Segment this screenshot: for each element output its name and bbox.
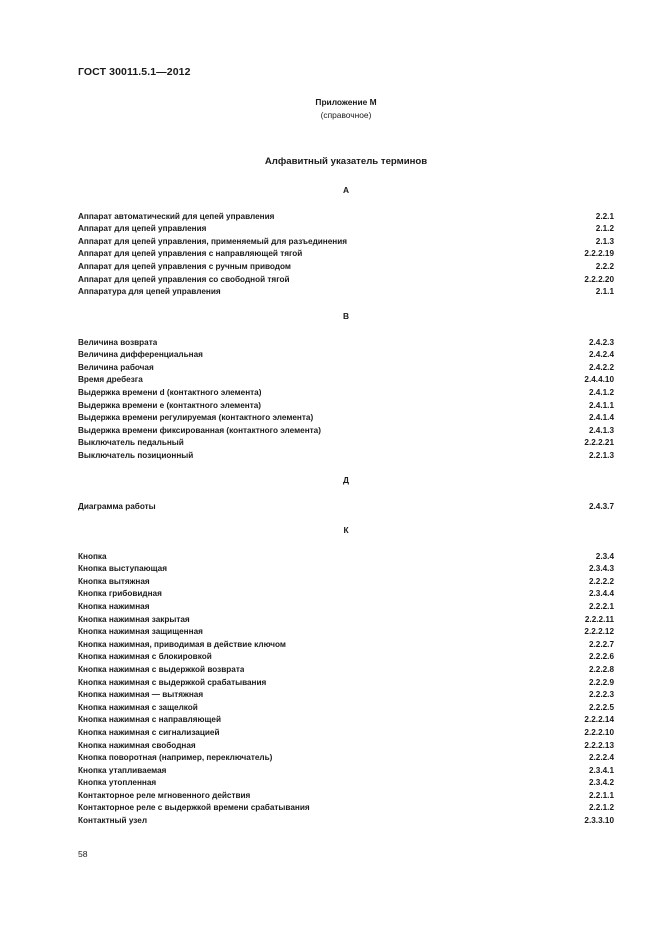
index-entry xyxy=(78,223,614,236)
document-header: ГОСТ 30011.5.1—2012 xyxy=(78,66,191,78)
annex-title: Приложение М xyxy=(315,97,377,107)
index-entry xyxy=(78,802,614,815)
annex-subtitle: (справочное) xyxy=(320,110,372,120)
index-entry xyxy=(78,563,614,576)
entry-ref: 2.4.2.2 xyxy=(588,362,614,372)
entry-ref: 2.1.3 xyxy=(595,236,614,246)
index-entry xyxy=(78,437,614,450)
entry-term: Выключатель позиционный xyxy=(78,450,194,460)
entry-ref: 2.2.1 xyxy=(595,211,614,221)
index-entry xyxy=(78,274,614,287)
entry-term: Кнопка утапливаемая xyxy=(78,765,167,775)
entry-term: Кнопка грибовидная xyxy=(78,589,162,599)
entry-ref: 2.2.2 xyxy=(595,261,614,271)
section-letter: Д xyxy=(343,475,349,485)
index-entry xyxy=(78,626,614,639)
entry-term: Кнопка нажимная с блокировкой xyxy=(78,652,212,662)
entry-ref: 2.2.2.3 xyxy=(588,690,614,700)
entry-ref: 2.3.4.3 xyxy=(588,564,614,574)
entry-term: Аппаратура для цепей управления xyxy=(78,287,221,297)
entry-list xyxy=(78,211,614,299)
entry-term: Аппарат для цепей управления с направляющей тягой xyxy=(78,249,303,259)
entry-term: Кнопка нажимная с защелкой xyxy=(78,702,198,712)
entry-ref: 2.2.2.9 xyxy=(588,677,614,687)
index-entry xyxy=(78,601,614,614)
entry-ref: 2.2.2.7 xyxy=(588,639,614,649)
entry-term: Кнопка xyxy=(78,551,107,561)
entry-term: Кнопка нажимная защищенная xyxy=(78,627,203,637)
index-section-v xyxy=(78,310,614,463)
index-entry xyxy=(78,727,614,740)
index-entry xyxy=(78,374,614,387)
entry-ref: 2.2.2.8 xyxy=(588,664,614,674)
section-letter: К xyxy=(343,525,349,535)
entry-term: Выдержка времени e (контактного элемента) xyxy=(78,400,262,410)
entry-term: Величина рабочая xyxy=(78,362,154,372)
index-entry xyxy=(78,677,614,690)
entry-term: Кнопка нажимная с выдержкой возврата xyxy=(78,664,245,674)
entry-ref: 2.2.2.4 xyxy=(588,753,614,763)
index-entry xyxy=(78,614,614,627)
entry-term: Кнопка поворотная (например, переключатель) xyxy=(78,753,273,763)
entry-term: Кнопка нажимная с сигнализацией xyxy=(78,727,220,737)
entry-ref: 2.2.1.3 xyxy=(588,450,614,460)
annex-heading xyxy=(0,96,661,122)
entry-term: Кнопка нажимная, приводимая в действие ключом xyxy=(78,639,286,649)
index-entry xyxy=(78,400,614,413)
entry-term: Величина возврата xyxy=(78,337,158,347)
entry-ref: 2.2.2.2 xyxy=(588,576,614,586)
entry-term: Контакторное реле мгновенного действия xyxy=(78,790,251,800)
entry-term: Кнопка вытяжная xyxy=(78,576,150,586)
entry-term: Контакторное реле с выдержкой времени срабатывания xyxy=(78,803,310,813)
entry-ref: 2.3.4.1 xyxy=(588,765,614,775)
entry-ref: 2.4.3.7 xyxy=(588,501,614,511)
entry-ref: 2.2.1.1 xyxy=(588,790,614,800)
entry-ref: 2.2.2.10 xyxy=(584,727,614,737)
entry-ref: 2.1.2 xyxy=(595,224,614,234)
entry-ref: 2.3.3.10 xyxy=(584,816,614,826)
index-entry xyxy=(78,740,614,753)
entry-term: Кнопка утопленная xyxy=(78,778,157,788)
section-letter: В xyxy=(342,311,350,321)
index-title: Алфавитный указатель терминов xyxy=(264,156,428,167)
index-entry xyxy=(78,576,614,589)
entry-term: Кнопка нажимная свободная xyxy=(78,740,196,750)
index-section-k xyxy=(78,524,614,828)
entry-term: Аппарат для цепей управления xyxy=(78,224,207,234)
entry-term: Аппарат для цепей управления с ручным приводом xyxy=(78,261,291,271)
entry-term: Кнопка нажимная с выдержкой срабатывания xyxy=(78,677,267,687)
index-entry xyxy=(78,752,614,765)
page-number: 58 xyxy=(78,849,88,859)
entry-ref: 2.4.1.4 xyxy=(588,413,614,423)
index-entry xyxy=(78,349,614,362)
index-entry xyxy=(78,551,614,564)
entry-ref: 2.2.2.20 xyxy=(584,274,614,284)
entry-ref: 2.2.2.6 xyxy=(588,652,614,662)
index-entry xyxy=(78,765,614,778)
index-entry xyxy=(78,450,614,463)
entry-ref: 2.3.4 xyxy=(595,551,614,561)
entry-list xyxy=(78,501,614,514)
index-entry xyxy=(78,714,614,727)
index-entry xyxy=(78,286,614,299)
index-entry xyxy=(78,702,614,715)
index-entry xyxy=(78,651,614,664)
index-entry xyxy=(78,664,614,677)
entry-ref: 2.4.4.10 xyxy=(584,375,614,385)
index-entry xyxy=(78,425,614,438)
index-entry xyxy=(78,815,614,828)
entry-term: Кнопка нажимная — вытяжная xyxy=(78,690,204,700)
entry-term: Кнопка нажимная xyxy=(78,601,150,611)
entry-ref: 2.4.1.3 xyxy=(588,425,614,435)
entry-term: Кнопка выступающая xyxy=(78,564,167,574)
index-entry xyxy=(78,790,614,803)
entry-ref: 2.2.2.5 xyxy=(588,702,614,712)
entry-term: Аппарат для цепей управления, применяемый для разъединения xyxy=(78,236,348,246)
entry-ref: 2.4.1.1 xyxy=(588,400,614,410)
index-entry xyxy=(78,261,614,274)
index-entry xyxy=(78,501,614,514)
entry-term: Время дребезга xyxy=(78,375,143,385)
entry-term: Выдержка времени фиксированная (контактного элемента) xyxy=(78,425,321,435)
index-entry xyxy=(78,387,614,400)
index-entry xyxy=(78,248,614,261)
section-letter: А xyxy=(342,185,350,195)
index-entry xyxy=(78,777,614,790)
entry-ref: 2.4.2.4 xyxy=(588,350,614,360)
entry-ref: 2.4.1.2 xyxy=(588,387,614,397)
index-section-a xyxy=(78,184,614,299)
entry-term: Выдержка времени регулируемая (контактного элемента) xyxy=(78,413,314,423)
entry-ref: 2.2.2.11 xyxy=(584,614,614,624)
index-entry xyxy=(78,588,614,601)
entry-term: Аппарат автоматический для цепей управления xyxy=(78,211,275,221)
entry-ref: 2.3.4.4 xyxy=(588,589,614,599)
entry-ref: 2.2.2.1 xyxy=(588,601,614,611)
entry-ref: 2.2.2.14 xyxy=(584,715,614,725)
index-entry xyxy=(78,337,614,350)
index-entry xyxy=(78,211,614,224)
index-entry xyxy=(78,689,614,702)
index-entry xyxy=(78,412,614,425)
index-section-d xyxy=(78,474,614,513)
entry-ref: 2.2.2.12 xyxy=(584,627,614,637)
index-entry xyxy=(78,639,614,652)
index-entry xyxy=(78,236,614,249)
entry-term: Аппарат для цепей управления со свободной тягой xyxy=(78,274,290,284)
entry-ref: 2.2.1.2 xyxy=(588,803,614,813)
entry-term: Диаграмма работы xyxy=(78,501,156,511)
entry-term: Кнопка нажимная закрытая xyxy=(78,614,190,624)
entry-list xyxy=(78,551,614,828)
entry-term: Контактный узел xyxy=(78,816,148,826)
entry-ref: 2.2.2.19 xyxy=(584,249,614,259)
entry-term: Выключатель педальный xyxy=(78,438,184,448)
entry-term: Выдержка времени d (контактного элемента) xyxy=(78,387,262,397)
entry-ref: 2.1.1 xyxy=(595,287,614,297)
entry-list xyxy=(78,337,614,463)
index-entry xyxy=(78,362,614,375)
entry-ref: 2.2.2.13 xyxy=(584,740,614,750)
entry-ref: 2.4.2.3 xyxy=(588,337,614,347)
entry-term: Кнопка нажимная с направляющей xyxy=(78,715,221,725)
entry-ref: 2.2.2.21 xyxy=(584,438,614,448)
entry-term: Величина дифференциальная xyxy=(78,350,203,360)
entry-ref: 2.3.4.2 xyxy=(588,778,614,788)
